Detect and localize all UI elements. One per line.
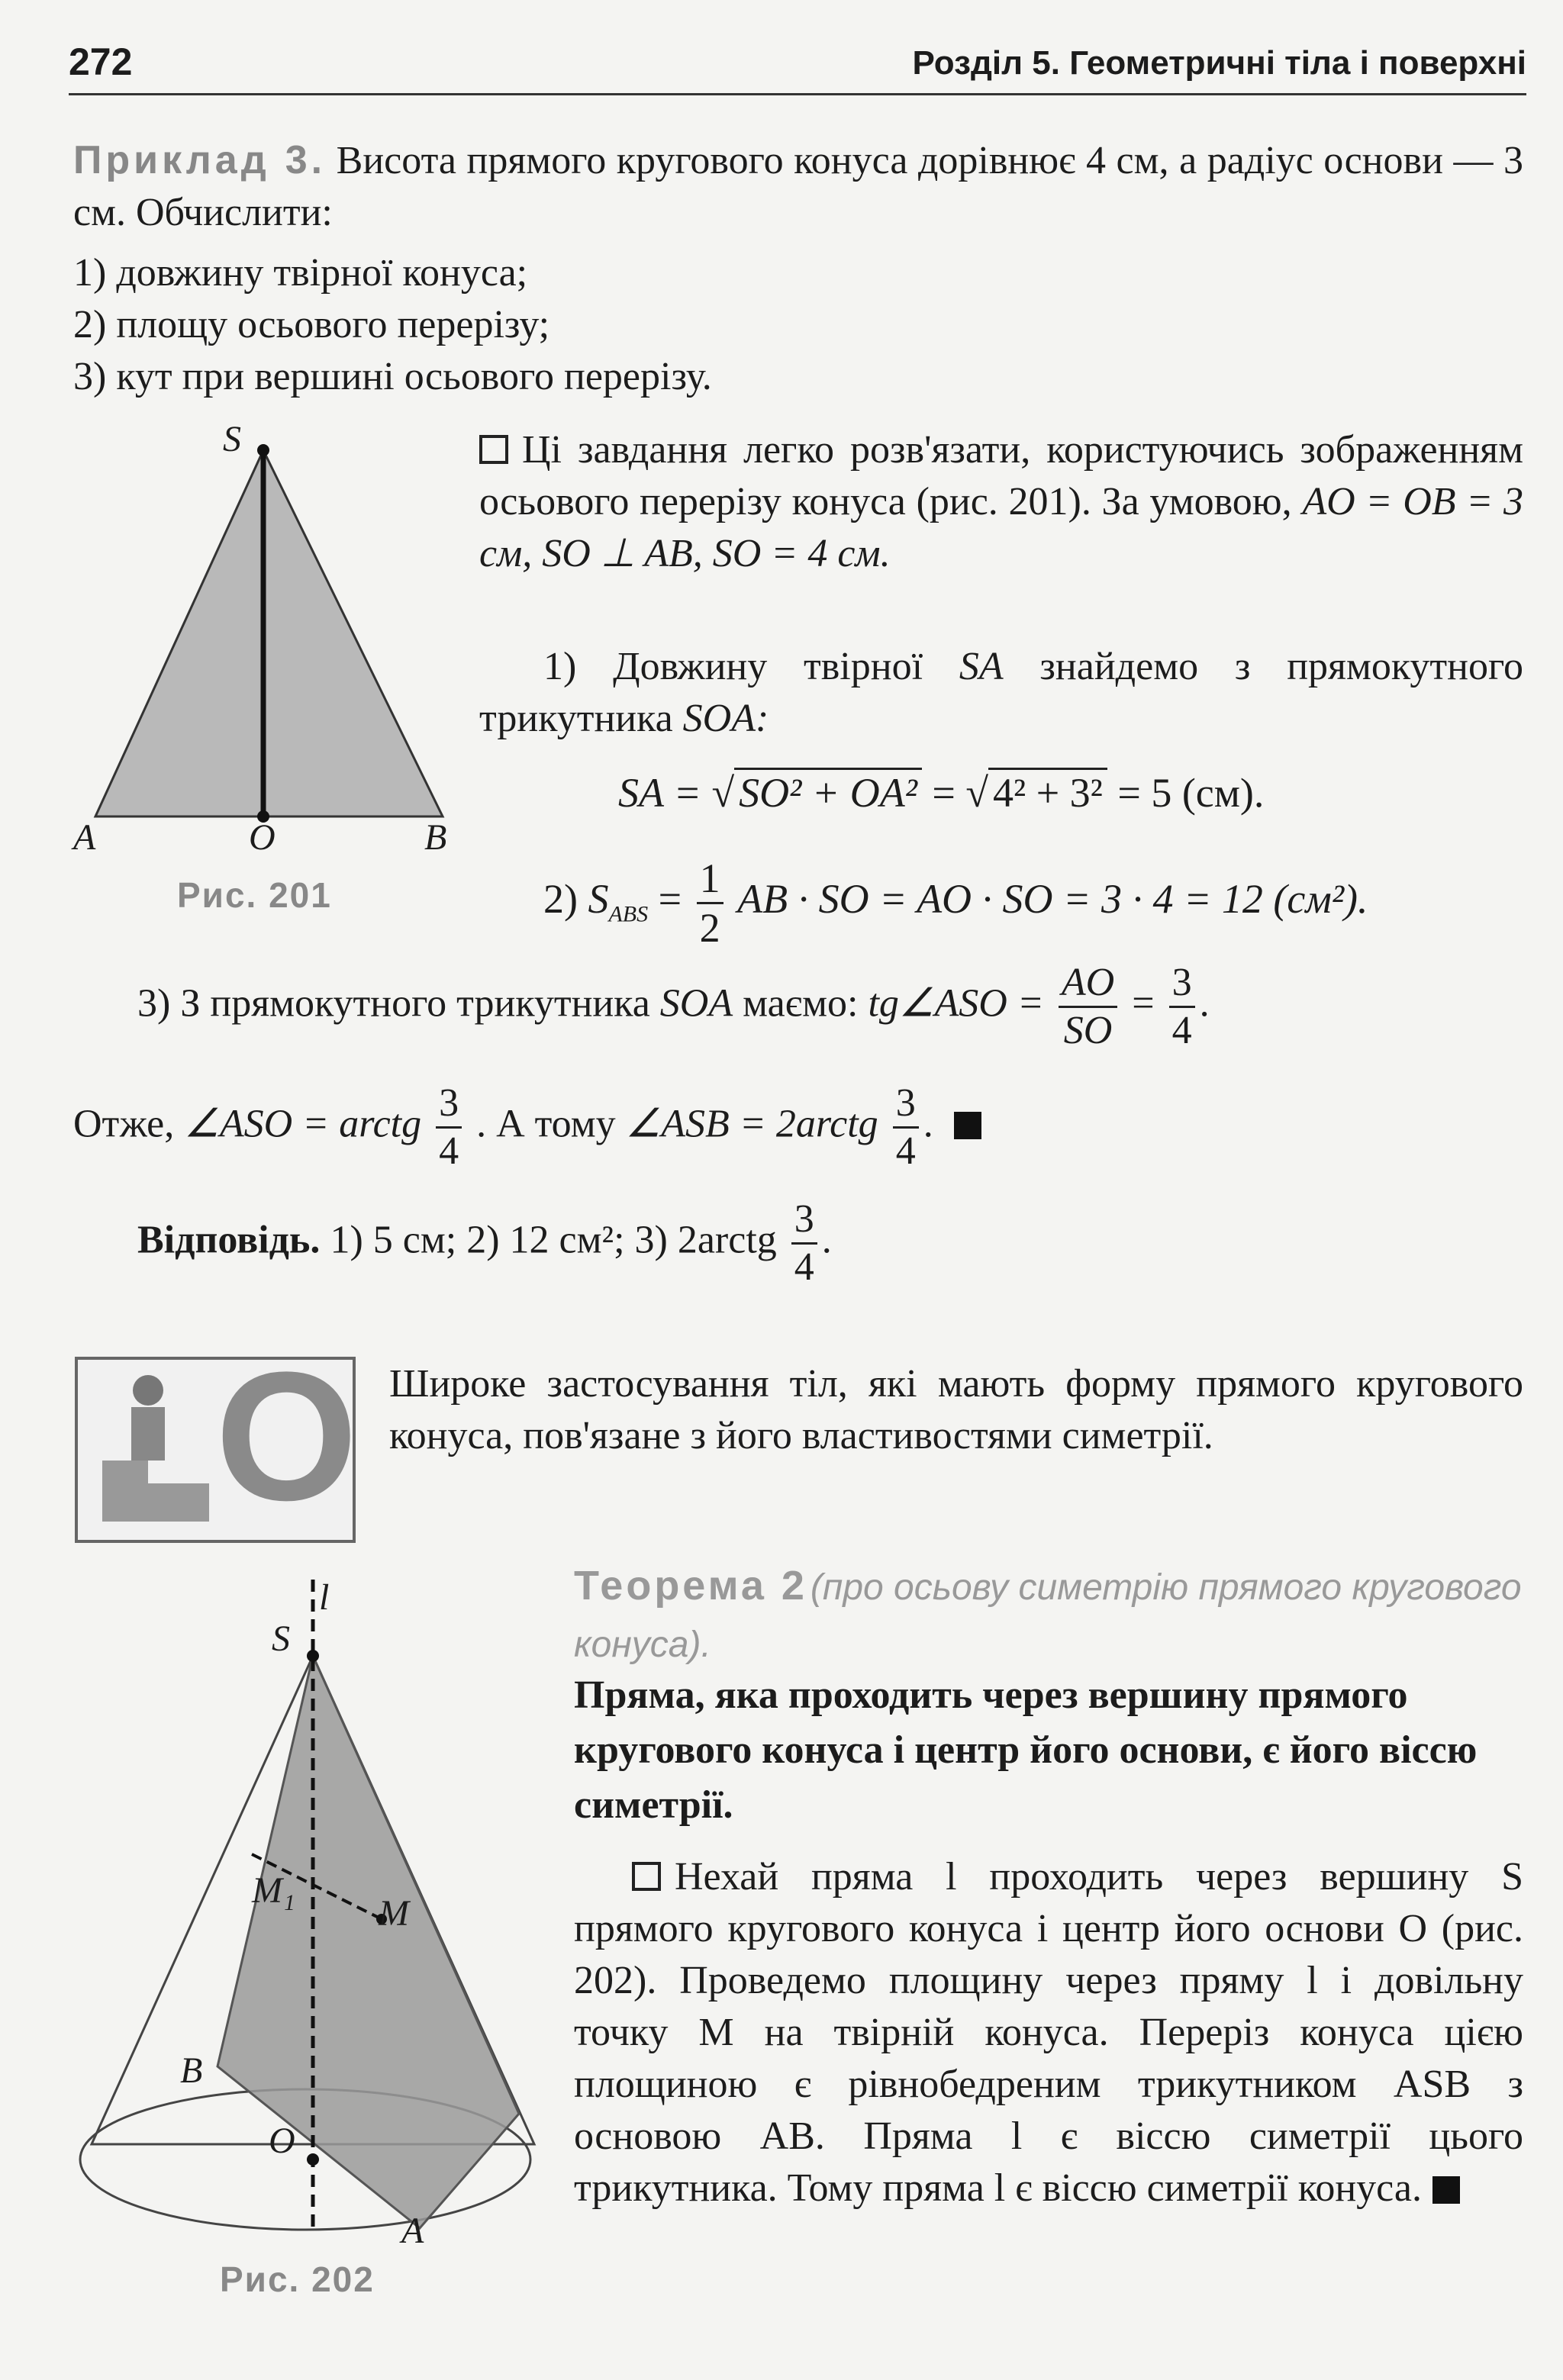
proof-start-box-icon [479, 435, 508, 464]
fig202-caption: Рис. 202 [220, 2259, 375, 2299]
example-text: Висота прямого кругового конуса дорівнює 4 см, а радіус основи — 3 см. Обчислити: [73, 139, 1523, 234]
step-1-text: 1) Довжину твірної SA знайдемо з прямокутного трикутника SOA: [479, 645, 1523, 740]
theorem-title: Теорема 2 [574, 1563, 807, 1609]
example-item-1: 1) довжину твірної конуса; [73, 251, 528, 295]
answer-line: Відповідь. 1) 5 см; 2) 12 см²; 3) 2arctg $\frac{3}{4}$ . [137, 1197, 832, 1289]
fig201-label-b: B [424, 817, 447, 858]
note-icon-box [75, 1334, 358, 1543]
header-divider [69, 93, 1526, 95]
theorem-proof: Нехай пряма l проходить через вершину S прямого кругового конуса і центр його основи O (рис. 202). Проведемо площину через пряму l і довільну точку M на твірній конуса. Переріз конуса цією площиною є рівнобедреним трикутником ASB з основою AB. Пряма l є віссю симетрії цього трикутника. Тому пряма l є віссю симетрії конуса. [574, 1855, 1523, 2210]
fig201-label-o: O [249, 817, 276, 858]
example-item-2: 2) площу осьового перерізу; [73, 303, 550, 346]
theorem-heading [574, 1561, 1523, 1678]
step-3-line: 3) З прямокутного трикутника SOA маємо: tg∠ASO = $\frac{AO}{SO}$ = $\frac{3}{4}$ . [137, 961, 1210, 1052]
conclusion-line: Отже, ∠ASO = arctg $\frac{3}{4}$ . А тому ∠ASB = 2arctg $\frac{3}{4}$ . [73, 1084, 981, 1171]
example-label: Приклад 3. [73, 138, 327, 182]
fig202-label-s: S [272, 1618, 290, 1659]
theorem-statement: Пряма, яка проходить через вершину прямого кругового конуса і центр його основи, є його віссю симетрії. [574, 1673, 1478, 1827]
formula-area: 2) $S_{ABS}$ = $\frac{1}{2}$ AB · SO = AO · SO = 3 · 4 = 12 (см²). [543, 855, 1368, 951]
vertex-s-point [307, 1650, 319, 1662]
proof-end-square-icon [954, 1112, 981, 1139]
section-triangle-asb [218, 1656, 519, 2228]
note-text: Широке застосування тіл, які мають форму прямого кругового конуса, пов'язане з його властивостями симетрії. [389, 1362, 1523, 1457]
person-on-stairs-icon [87, 1369, 224, 1529]
condition-2: SO = 4 см. [712, 532, 891, 575]
theorem-subtitle: (про осьову симетрію прямого кругового конуса). [574, 1567, 1522, 1665]
fig202-label-m: M [379, 1893, 409, 1934]
chapter-title: Розділ 5. Геометричні тіла і поверхні [912, 44, 1526, 82]
figure-201 [61, 412, 488, 855]
fig202-label-b: B [180, 2050, 203, 2091]
proof-start-box-icon [632, 1862, 661, 1891]
example-intro [73, 134, 1523, 239]
fig202-label-m1: M₁ [252, 1870, 295, 1911]
center-o-point [307, 2153, 319, 2166]
answer-label: Відповідь. [137, 1218, 321, 1262]
condition-1: AO = OB = 3 см, SO ⊥ AB, [479, 480, 1524, 575]
axial-section-triangle [95, 450, 443, 816]
fig201-label-a: A [73, 817, 96, 858]
vertex-s-point [257, 444, 269, 456]
fig201-label-s: S [223, 419, 241, 459]
fig201-caption: Рис. 201 [177, 875, 332, 915]
example-item-3: 3) кут при вершині осьового перерізу. [73, 355, 712, 398]
formula-sa: SA = √ SO² + OA² = √ 4² + 3² = 5 (см). [618, 769, 1264, 816]
note-letter-icon: O [215, 1334, 358, 1538]
fig202-label-o: O [269, 2121, 295, 2161]
proof-end-square-icon [1432, 2176, 1460, 2204]
solution-intro: Ці завдання легко розв'язати, користуючись зображенням осьового перерізу конуса (рис. 201). За умовою, AO = OB = 3 см, SO ⊥ AB, SO = 4 см. [479, 428, 1524, 575]
page-number: 272 [69, 40, 133, 83]
fig202-label-l: l [319, 1577, 330, 1618]
fig202-label-a: A [401, 2211, 424, 2251]
figure-202 [61, 1580, 580, 2251]
